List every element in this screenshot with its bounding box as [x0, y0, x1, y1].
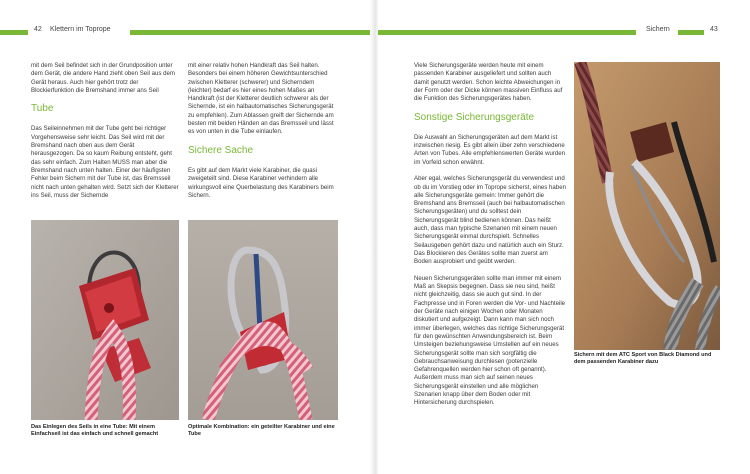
heading-sonstige-sicherungsgeraete: Sonstige Sicherungsgeräte: [414, 111, 535, 123]
left-col1-paragraph-2: Das Seileinnehmen mit der Tube geht bei richtiger Vorgehensweise sehr leicht. Das Seil wird mit der Bremshand nach oben aus dem Gerät herausgezogen. Da so kaum Reibung entsteht, geht das sehr einfach. Zum Halten MUSS man aber die Bremshand nach unten halten. Einer der häufigsten Fehler beim Sichern mit der Tube ist, das Bremsseil nicht nach unten gehalten wird. Setzt sich der Kletterer ins Seil, muss der Sichernde: [31, 125, 179, 199]
left-page: [0, 0, 372, 474]
page-number-right: 43: [710, 26, 718, 33]
atc-sport-illustration: [574, 62, 720, 350]
caption-tube: Das Einlegen des Seils in eine Tube: Mit einem Einfachseil ist das einfach und schnell gemacht: [31, 424, 159, 438]
photo-atc-sport: [574, 62, 720, 350]
right-col1-paragraph-1: Viele Sicherungsgeräte werden heute mit einem passenden Karabiner ausgeliefert und sollten auch damit genutzt werden. Schon leichte Abweichungen in der Form oder der Dicke können massiven Einfluss auf die Funktion des Sicherungsgerätes haben.: [414, 62, 563, 103]
caption-carabiner: Optimale Kombination: ein geteilter Karabiner und eine Tube: [188, 424, 335, 438]
tube-rope-illustration: [31, 220, 179, 420]
left-col1-paragraph-1: mit dem Seil befindet sich in der Grundposition unter dem Gerät, die andere Hand zieht oben Seil aus dem Gerät heraus. Auch hier gehört trotz der Blockierfunktion die Bremshand immer ans Seil: [31, 62, 175, 94]
header-bar-left-long: [130, 30, 372, 35]
right-col1-paragraph-3: Aber egal, welches Sicherungsgerät du verwendest und ob du im Vorstieg oder im Toprope sicherst, eines haben alle Sicherungsgeräte gemein: Immer gehört die Bremshand ans Bremsseil (auch bei halbautomatischen Sicherungsgeräten) und du solltest dein Sicherungsgerät blind bedienen können. Das heißt auch, dass man typische Szenarien mit einem neuen Sicherungsgerät einmal durchspielt. Schnelles Seilausgeben gehört dazu und natürlich auch ein Sturz. Das Blockieren des Gerätes sollte man zuerst am Boden ausprobiert und geübt werden.: [414, 175, 566, 266]
chapter-title-left: Klettern im Toprope: [50, 26, 111, 33]
header-bar-right-long: [378, 30, 636, 35]
photo-carabiner-tube: [188, 220, 338, 420]
left-col2-paragraph-2: Es gibt auf dem Markt viele Karabiner, die quasi zweigeteilt sind. Diese Karabiner verhindern alle wirkungsvoll eine Querbelastung des Karabiners beim Sichern.: [188, 166, 334, 199]
heading-tube: Tube: [31, 103, 54, 115]
heading-sichere-sache: Sichere Sache: [188, 144, 254, 156]
page-number-left: 42: [34, 26, 42, 33]
left-col2-paragraph-1: mit einer relativ hohen Handkraft das Seil halten. Besonders bei einem höheren Gewichtsunterschied zwischen Kletterer (schwerer) und Sicherndem (leichter) bedarf es hier eines hohen Maßes an Handkraft (ist der Kletterer deutlich schwerer als der Sichernde, ist ein halbautomatisches Sicherungsgerät zu empfehlen). Zum Ablassen greift der Sichernde am besten mit beiden Händen an das Bremsseil und lässt es von unten in die Tube einlaufen.: [188, 62, 334, 136]
header-bar-left: [0, 30, 28, 35]
right-page: [378, 0, 750, 474]
header-bar-right: [678, 30, 704, 35]
right-col1-paragraph-2: Die Auswahl an Sicherungsgeräten auf dem Markt ist inzwischen riesig. Es gibt allein über zehn verschiedene Arten von Tubes. Alle empfehlenswerten Geräte wurden im Vorfeld schon erwähnt.: [414, 133, 566, 166]
carabiner-illustration: [188, 220, 338, 420]
chapter-title-right: Sichern: [646, 26, 670, 33]
right-col1-paragraph-4: Neuen Sicherungsgeräten sollte man immer mit einem Maß an Skepsis begegnen. Dass sie neu sind, heißt nicht gleichzeitig, dass sie auch gut sind. In der Fachpresse und in Foren werden die Vor- und Nachteile der Geräte nach einigen Wochen oder Monaten diskutiert und aufgezeigt. Dann kann man sich noch immer überlegen, welches das richtige Sicherungsgerät für den gewünschten Anwendungsbereich ist. Beim Umsteigen beziehungsweise Umstellen auf ein neues Sicherungsgerät sollte man sich sorgfältig die Gebrauchsanweisung durchlesen (potenzielle Gefahrenquellen werden hier schon oft genannt). Außerdem muss man sich auf seinen neues Sicherungsgerät einstellen und alle möglichen Szenarien knapp über dem Boden oder mit Hintersicherung durchspielen.: [414, 274, 566, 407]
caption-atc-sport: Sichern mit dem ATC Sport von Black Diamond und dem passenden Karabiner dazu: [574, 352, 712, 366]
right-column-1: [414, 62, 566, 416]
left-column-2: [188, 62, 338, 208]
photo-tube-rope: [31, 220, 179, 420]
left-column-1: [31, 62, 179, 208]
